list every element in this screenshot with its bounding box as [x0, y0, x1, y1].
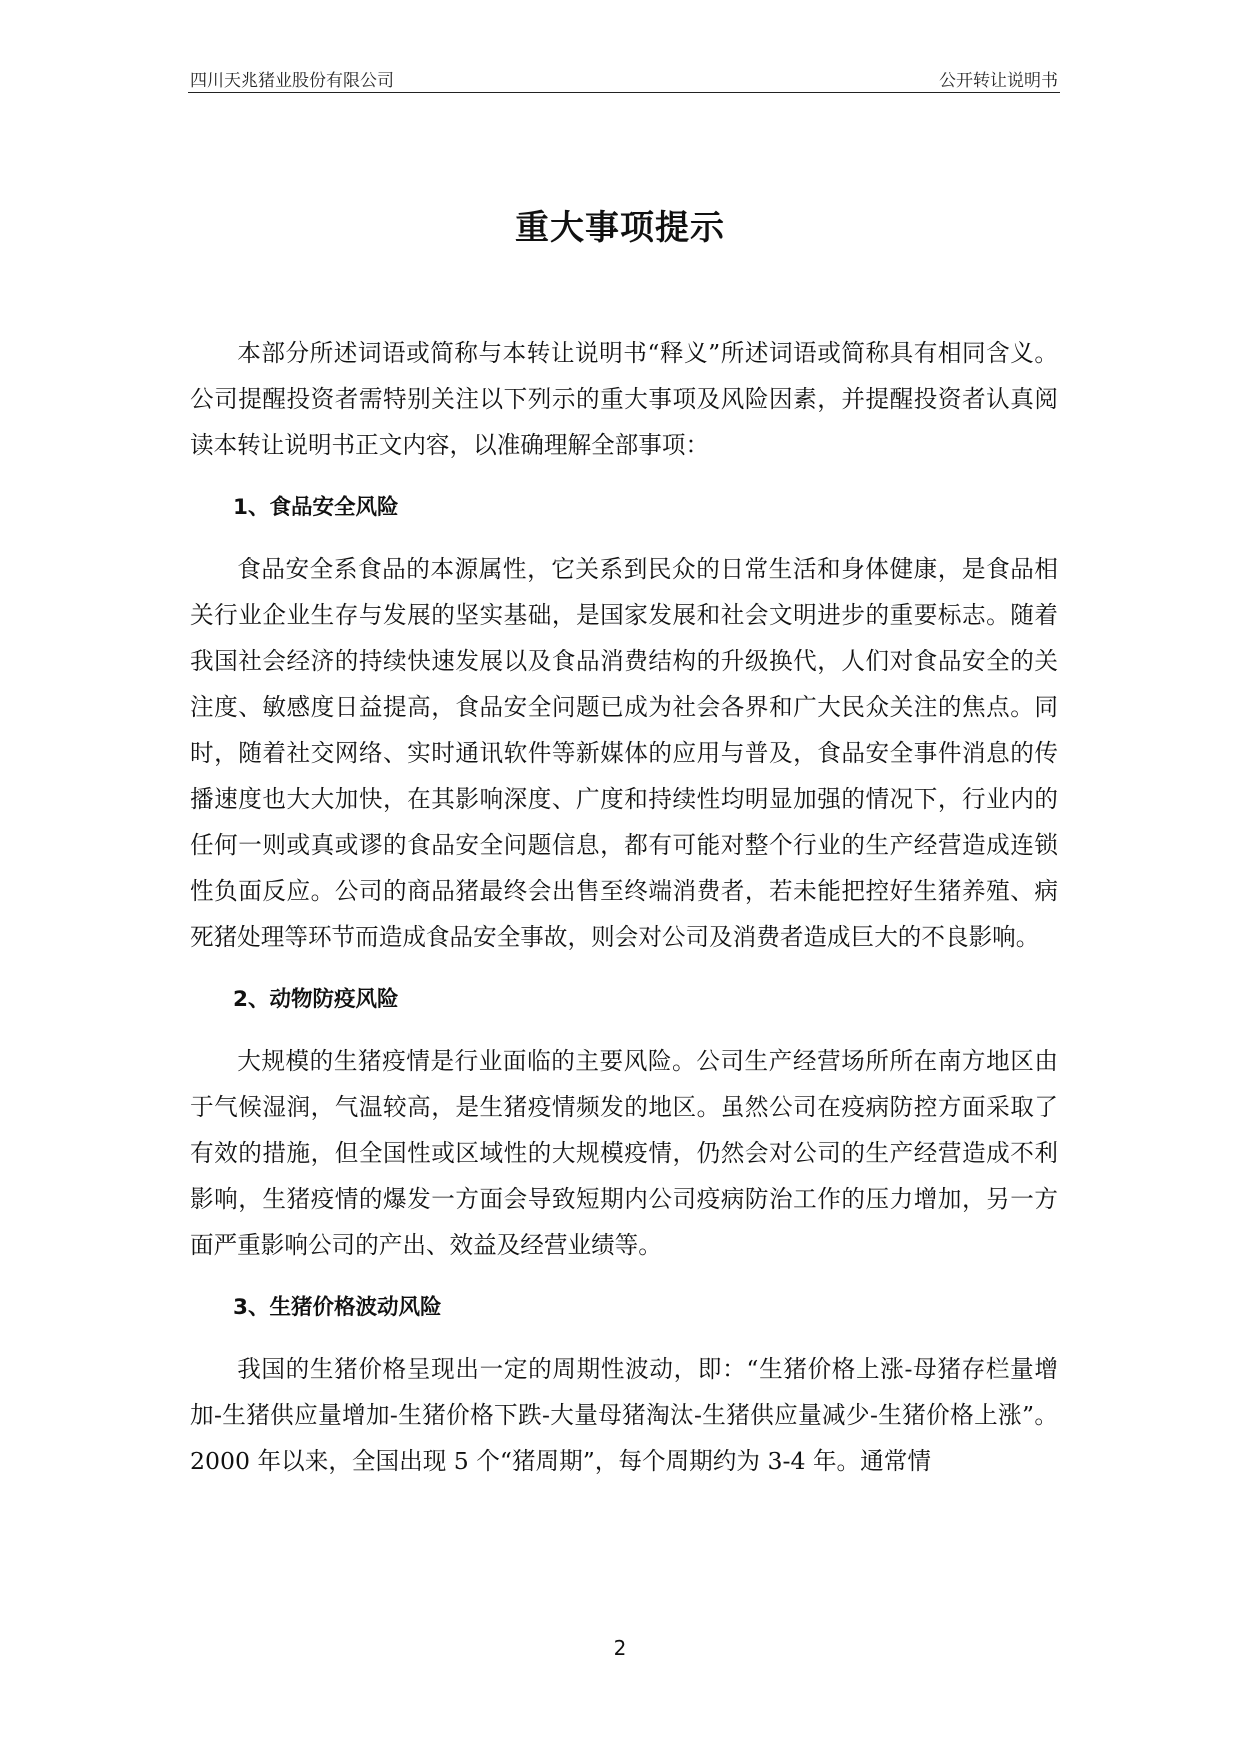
section-body-price-fluctuation: 我国的生猪价格呈现出一定的周期性波动，即：“生猪价格上涨-母猪存栏量增加-生猪供应量增加-生猪价格下跌-大量母猪淘汰-生猪供应量减少-生猪价格上涨”。2000 年以来，全国出现 5 个“猪周期”，每个周期约为 3-4 年。通常情: [190, 1355, 1058, 1475]
header-company-name: 四川天兆猪业股份有限公司: [190, 71, 394, 91]
intro-paragraph: 本部分所述词语或简称与本转让说明书“释义”所述词语或简称具有相同含义。公司提醒投资者需特别关注以下列示的重大事项及风险因素，并提醒投资者认真阅读本转让说明书正文内容，以准确理解全部事项：: [190, 339, 1058, 459]
page-title: 重大事项提示: [515, 208, 725, 248]
page-number: 2: [613, 1636, 627, 1660]
section-heading-food-safety: 1、食品安全风险: [233, 495, 399, 520]
section-body-food-safety: 食品安全系食品的本源属性，它关系到民众的日常生活和身体健康，是食品相关行业企业生存与发展的坚实基础，是国家发展和社会文明进步的重要标志。随着我国社会经济的持续快速发展以及食品消费结构的升级换代，人们对食品安全的关注度、敏感度日益提高，食品安全问题已成为社会各界和广大民众关注的焦点。同时，随着社交网络、实时通讯软件等新媒体的应用与普及，食品安全事件消息的传播速度也大大加快，在其影响深度、广度和持续性均明显加强的情况下，行业内的任何一则或真或谬的食品安全问题信息，都有可能对整个行业的生产经营造成连锁性负面反应。公司的商品猪最终会出售至终端消费者，若未能把控好生猪养殖、病死猪处理等环节而造成食品安全事故，则会对公司及消费者造成巨大的不良影响。: [190, 555, 1058, 951]
header-document-type: 公开转让说明书: [939, 71, 1058, 91]
document-body: [190, 330, 1058, 1484]
section-body-epidemic-prevention: 大规模的生猪疫情是行业面临的主要风险。公司生产经营场所所在南方地区由于气候湿润，气温较高，是生猪疫情频发的地区。虽然公司在疫病防控方面采取了有效的措施，但全国性或区域性的大规模疫情，仍然会对公司的生产经营造成不利影响，生猪疫情的爆发一方面会导致短期内公司疫病防治工作的压力增加，另一方面严重影响公司的产出、效益及经营业绩等。: [190, 1047, 1058, 1259]
page-header: [188, 58, 1060, 93]
section-heading-price-fluctuation: 3、生猪价格波动风险: [233, 1295, 442, 1320]
section-heading-epidemic-prevention: 2、动物防疫风险: [233, 987, 399, 1012]
